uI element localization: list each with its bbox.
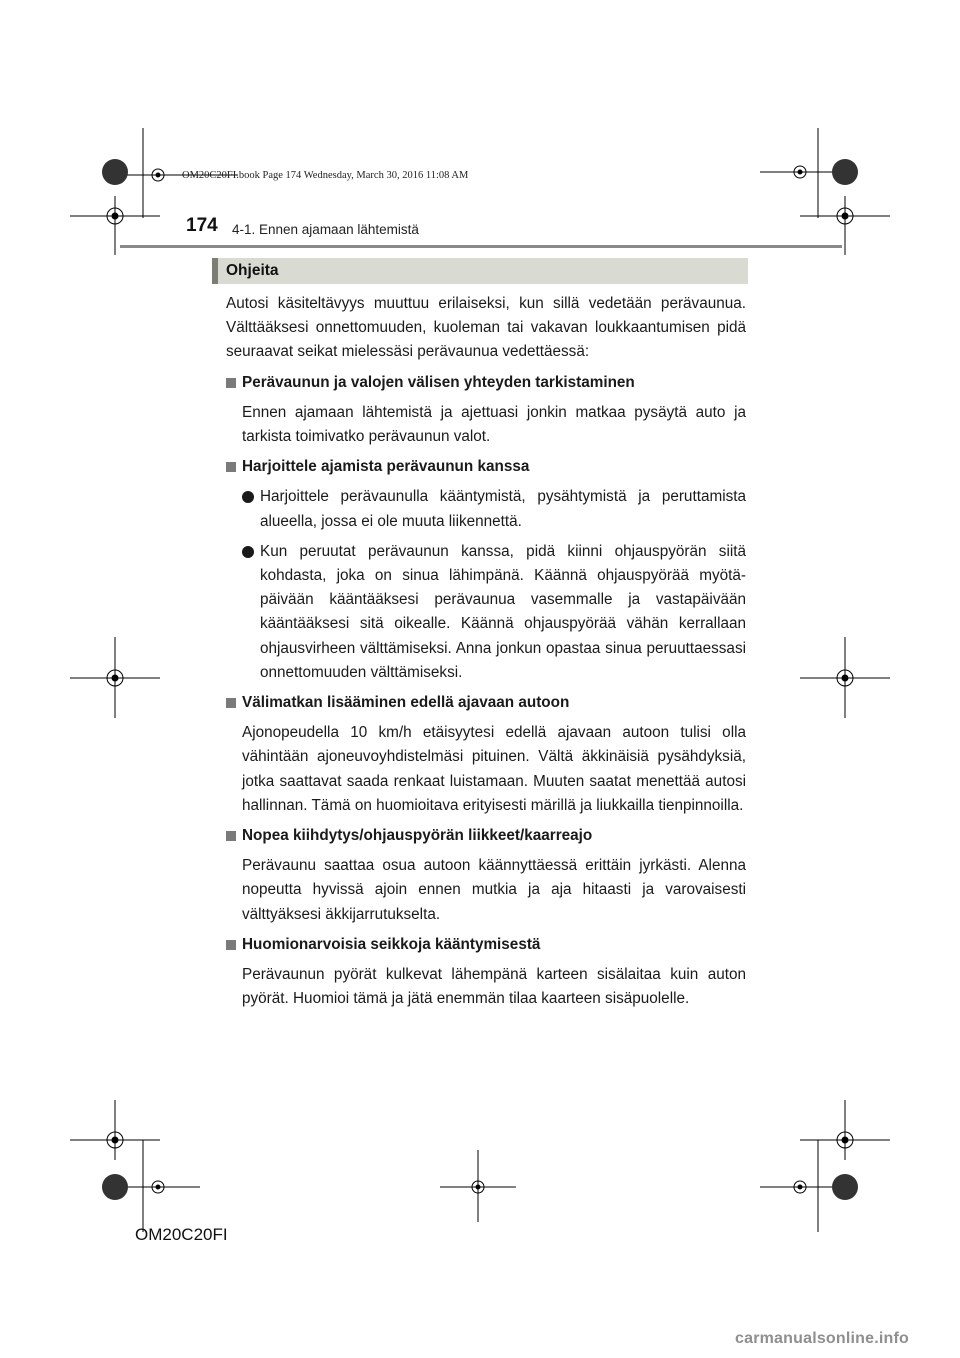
round-bullet-icon [242,491,254,503]
square-bullet-icon [226,940,236,950]
manual-code: OM20C20FI [135,1225,228,1244]
bullet-text: Kun peruutat perävaunun kanssa, pidä kiinni ohjauspyörän siitä kohdasta, joka on sinua lähimpänä. Käännä ohjauspyörää myötäpäivään kääntääksesi perävaunua vasemmalle ja vastapäivään kääntääksesi sitä oikealle. Käännä ohjauspyörää vähän kerrallaan ohjausvirheen välttämiseksi. Anna jonkun opastaa sinua peruuttaessasi onnettomuuden välttämiseksi. [260,542,746,681]
site-watermark: carmanualsonline.info [735,1330,910,1347]
bullet-text: Harjoittele perävaunulla kääntymistä, pysähtymistä ja peruttamista alueella, jossa ei ole muuta liikennettä. [260,488,746,530]
caution-banner [212,258,748,284]
section-heading-text: Välimatkan lisääminen edellä ajavaan autoon [242,694,570,712]
banner-title: Ohjeita [226,262,279,279]
header-rule [120,245,842,248]
square-bullet-icon [226,698,236,708]
square-bullet-icon [226,462,236,472]
book-info-line: OM20C20FI.book Page 174 Wednesday, March 30, 2016 11:08 AM [182,170,469,181]
section-heading-text: Nopea kiihdytys/ohjauspyörän liikkeet/kaarreajo [242,827,593,845]
section-heading [226,933,746,957]
section-heading-text: Harjoittele ajamista perävaunun kanssa [242,458,530,476]
bullet-item [226,540,746,685]
section-body: Ennen ajamaan lähtemistä ja ajettuasi jonkin matkaa pysäytä auto ja tarkista toimivatko perävaunun valot. [242,403,746,446]
section-heading [226,824,746,848]
section-body: Perävaunu saattaa osua autoon käännyttäessä erittäin jyrkästi. Alenna nopeutta hyvissä ajoin ennen mutkia ja aja hitaasti ja varovaisesti välttyäksesi äkkijarrutukselta. [242,857,746,923]
round-bullet-icon [242,546,254,558]
intro-paragraph: Autosi käsiteltävyys muuttuu erilaiseksi, kun sillä vedetään perävaunua. Välttääksesi onnettomuuden, kuoleman tai vakavan loukkaantumisen pidä seuraavat seikat mielessäsi perävaunua vedettäessä: [226,295,746,361]
section-practice [226,455,746,685]
section-heading [226,455,746,479]
section-acceleration [226,824,746,927]
bullet-item [226,485,746,533]
section-body: Ajonopeudella 10 km/h etäisyytesi edellä ajavaan autoon tulisi olla vähintään ajoneuvoyhdistelmäsi pituinen. Vältä äkkinäisiä pysähdyksiä, jotka saattavat saada renkaat luistamaan. Muuten saatat menettää autosi hallinnan. Tämä on huomioitava erityisesti märillä ja liukkailla tienpinnoilla. [242,724,746,814]
section-heading [226,371,746,395]
section-title: 4-1. Ennen ajamaan lähtemistä [232,222,419,237]
square-bullet-icon [226,831,236,841]
page-number: 174 [186,215,218,236]
section-heading-text: Perävaunun ja valojen välisen yhteyden tarkistaminen [242,373,635,391]
content [226,292,746,1017]
section-body: Perävaunun pyörät kulkevat lähempänä karteen sisälaitaa kuin auton pyörät. Huomioi tämä ja jätä enemmän tilaa kaarteen sisäpuolelle. [242,966,746,1008]
section-trailer-lights [226,371,746,450]
section-turning [226,933,746,1012]
section-heading-text: Huomionarvoisia seikkoja kääntymisestä [242,935,541,953]
section-distance [226,691,746,818]
square-bullet-icon [226,378,236,388]
section-heading [226,691,746,715]
